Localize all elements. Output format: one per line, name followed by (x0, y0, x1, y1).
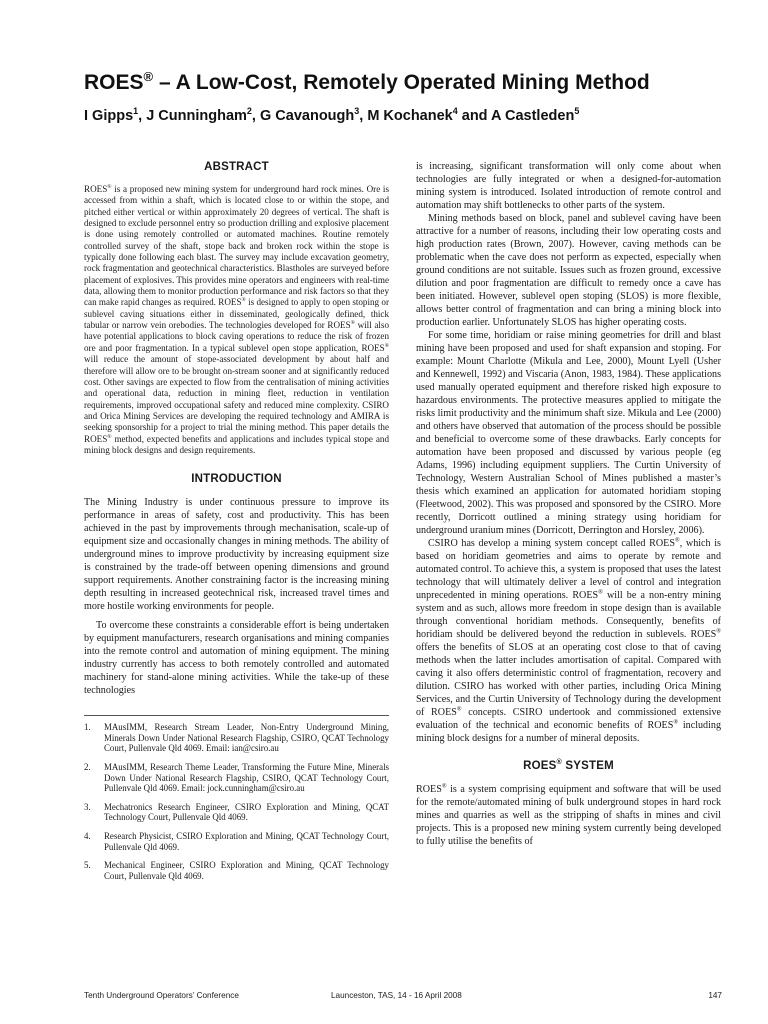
body-paragraph: ROES® is a system comprising equipment and software that will be used for the remote/automated mining of bulk underground stopes in hard rock mines and quarries as well as the stripping of shafts in mines and civil projects. This is a proposed new mining system currently being developed to fully utilise the benefits of (416, 782, 721, 847)
right-column (416, 160, 721, 848)
author: J Cunningham (146, 108, 247, 124)
author: A Castleden (491, 108, 575, 124)
body-paragraph: Mining methods based on block, panel and sublevel caving have been attractive for a number of reasons, including their low operating costs and high production rates (Brown, 2007). However, caving methods can be problematic when the cave does not perform as expected, especially when ground conditions are not suitable. Issues such as frozen ground, excessive dilution and poor fragmentation are difficult to remedy once a cave has been initiated. However, sublevel open stoping (SLOS) is more flexible, allows better control of fragmentation and can bring a mining block into production earlier. Unfortunately SLOS has higher operating costs. (416, 213, 721, 328)
roes-system-heading: ROES® SYSTEM (523, 758, 614, 772)
footnote: 3. Mechatronics Research Engineer, CSIRO Exploration and Mining, QCAT Technology Court, Pullenvale Qld 4069. (84, 801, 389, 823)
footnote-divider (84, 715, 389, 716)
abstract-heading: ABSTRACT (204, 161, 269, 173)
introduction (84, 496, 389, 697)
author-affiliation-number: 4 (452, 106, 458, 117)
footer-conference: Tenth Underground Operators’ Conference (84, 991, 239, 1000)
author: G Cavanough (259, 108, 355, 124)
footnote: 5. Mechanical Engineer, CSIRO Exploration and Mining, QCAT Technology Court, Pullenvale Qld 4069. (84, 860, 389, 881)
body-paragraph: To overcome these constraints a considerable effort is being undertaken by equipment manufacturers, research organisations and mining companies into the remote control and automation of mining equipment. The mining industry currently has access to both remotely controlled and automated machinery for stand-alone mining activities. While the take-up of these technologies (84, 620, 389, 697)
abstract-paragraph: ROES® is a proposed new mining system for underground hard rock mines. Ore is accessed from within a shaft, which is located close to or within the stope, and pitched either vertical or within approximately 20 degrees of vertical. The shaft is designed to exclude personnel entry so production drilling and explosive placement is done using remotely controlled or automated machines. Routine remotely controlled survey of the shaft, stope back and broken rock within the stope is typically done following each blast. The survey may include excavation geometry, rock fragmentation and geotechnical characteristics. Blastholes are surveyed before placement of explosives. This provides mine operators and engineers with real-time data, allowing them to monitor production performance and risk factors so that they can make rapid changes as required. ROES® is designed to apply to open stoping or sublevel caving situations either in disseminated, geologically defined, thick tabular or narrow vein orebodies. The technologies developed for ROES® will also have potential applications to block caving operations to reduce the risk of frozen ore and poor fragmentation. In a typical sublevel open stope application, ROES® will reduce the amount of stope-associated development by about half and therefore will allow ore to be brought on-stream sooner and at significantly reduced cost. Other savings are expected to flow from the centralisation of mining activities and operational data, reduction in mining fleet, reduction in ventilation requirements, improved occupational safety and reduced mine complexity. CSIRO and Orica Mining Services are developing the required technology and AMIRA is seeking sponsorship for a project to trial the mining method. This paper details the ROES® method, expected benefits and applications and includes typical stope and mining block designs and design requirements. (84, 183, 390, 455)
page-number: 147 (708, 991, 722, 1000)
footer-location: Launceston, TAS, 14 - 16 April 2008 (331, 991, 462, 1000)
body-paragraph: is increasing, significant transformation will only come about when technologies are fully integrated or when a designed-for-automation mining system is introduced. Isolated introduction of remote control and automation may shift bottlenecks to other parts of the system. (416, 161, 721, 211)
author-list: I Gipps$^1$, J Cunningham$^2$, G Cavanough$^3$, M Kochanek$^4$ and A Castleden$^5$ (84, 106, 580, 124)
footnote: 1. MAusIMM, Research Stream Leader, Non-Entry Underground Mining, Minerals Down Under National Research Flagship, CSIRO, QCAT Technology Court, Pullenvale Qld 4069. Email: ian@csiro.au (84, 722, 389, 754)
body-paragraph: The Mining Industry is under continuous pressure to improve its performance in areas of safety, cost and productivity. This has been achieved in the past by improvements through mechanisation, scale-up of equipment size and occasionally changes in mining methods. The ability of underground mines to improve productivity by increasing equipment size is constrained by the trade-off between opening dimensions and ground support requirements. Another constraining factor is the increasing mining depth resulting in increased geotechnical risk, increased travel times and more hostile working environments for people. (84, 497, 389, 613)
footnote: 4. Research Physicist, CSIRO Exploration and Mining, QCAT Technology Court, Pullenvale Qld 4069. (84, 831, 389, 852)
author: M Kochanek (367, 108, 453, 124)
introduction-heading: INTRODUCTION (191, 473, 282, 486)
author-affiliation-number: 5 (574, 106, 580, 117)
left-column (84, 160, 389, 889)
body-paragraph: For some time, horidiam or raise mining geometries for drill and blast mining have been proposed and used for shaft expansion and stoping. For example: Mount Charlotte (Mikula and Lee, 2000), Mount Lyell (Usher and Kennewell, 1992) and Viscaria (Anon, 1983, 1984). These applications used manually operated equipment and therefore risked high exposure to hazardous environments. The protective measures applied to mitigate the risks limit productivity and the minimum shaft size. Mikula and Lee (2000) and others have observed that automation of the process should be possible and beneficial to overcome some of these drawbacks. Early concepts for automation have been proposed and discussed by various people (eg Adams, 1996) including equipment suppliers. The Curtin University of Technology, Western Australian School of Mines published a master’s thesis which examined an application for automated horidiam stoping (Fleetwood, 2002). This was proposed and sponsored by the CSIRO. More recently, Dorricott outlined a mining strategy using horidiam for underground uranium mines (Dorricott, Derrington and Horsley, 2006). (416, 330, 722, 536)
footnote: 2. MAusIMM, Research Theme Leader, Transforming the Future Mine, Minerals Down Under National Research Flagship, CSIRO, QCAT Technology Court, Pullenvale Qld 4069. Email: jock.cunningham@csiro.au (84, 762, 389, 794)
footnotes (84, 722, 389, 881)
body-paragraph: CSIRO has develop a mining system concept called ROES®, which is based on horidiam geometries and aims to operate by remote and automated control. To achieve this, a system is proposed that uses the latest technology that will ultimately deliver a level of control and integration unprecedented in mining operations. ROES® will be a non-entry mining system and as such, allows more freedom in stope design than is available through conventional horidiam methods. Consequently, benefits of horidiam should be delivered beyond the reduction in sublevels. ROES® offers the benefits of SLOS at an operating cost close to that of caving methods when the latter includes amortisation of capital. Compared with caving it also offers deterministic control of fragmentation, recovery and dilution. CSIRO has worked with other parties, including Orica Mining Services, and the Curtin University of Technology during the development of ROES® concepts. CSIRO undertook and commissioned extensive evaluation of the technical and economic benefits of ROES® including mining block designs for a number of mineral deposits. (416, 536, 721, 744)
author-affiliation-number: 2 (246, 106, 252, 117)
author-affiliation-number: 1 (133, 106, 139, 117)
paper-title: ROES® – A Low-Cost, Remotely Operated Mining Method (84, 69, 650, 94)
author-affiliation-number: 3 (354, 106, 360, 117)
abstract (84, 184, 389, 456)
author: I Gipps (84, 108, 134, 124)
